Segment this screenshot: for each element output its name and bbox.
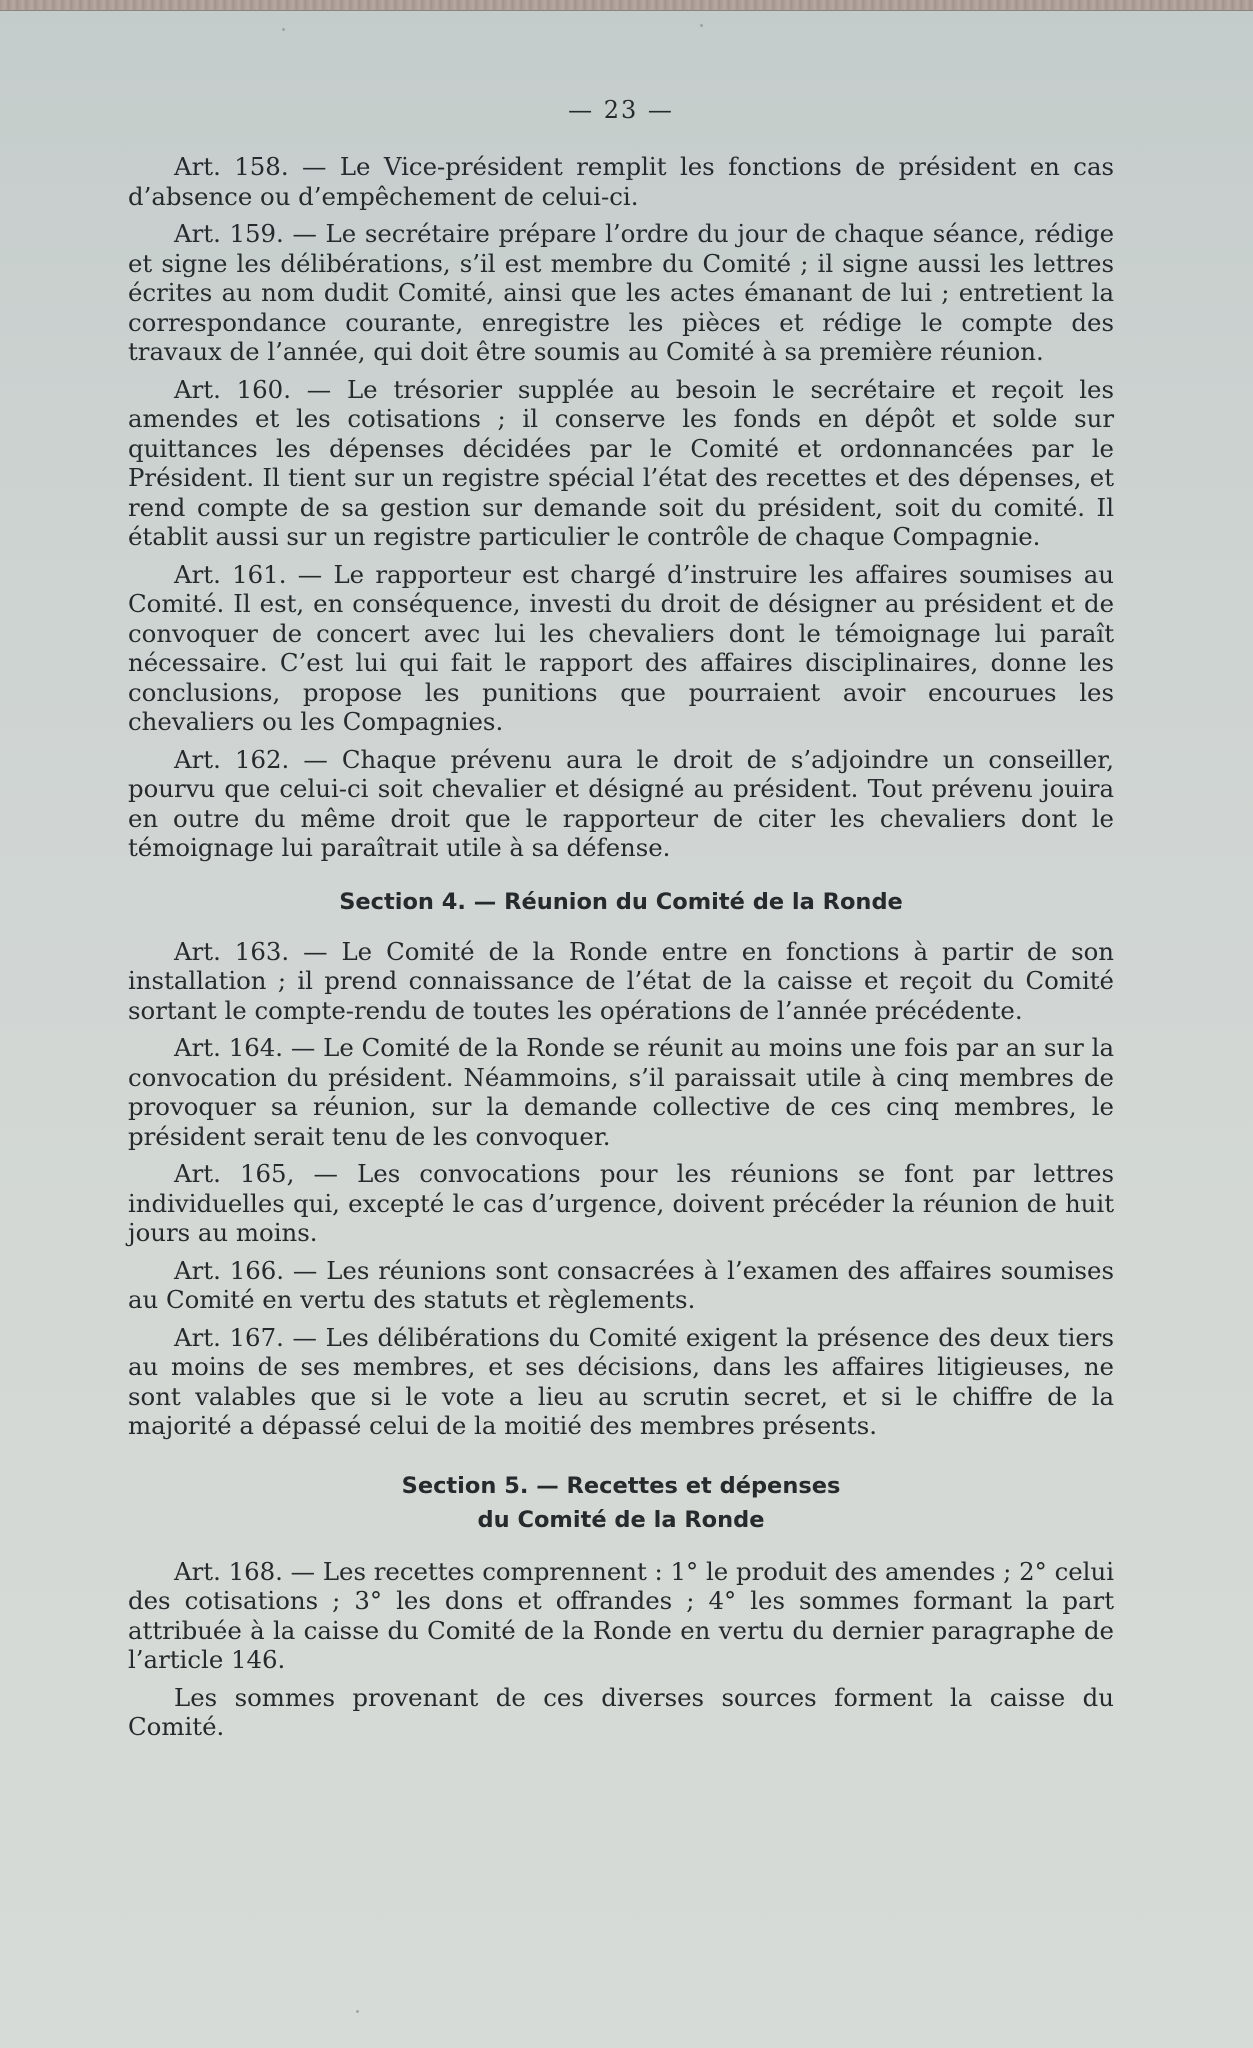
section-heading (128, 1469, 1114, 1537)
article-paragraph: Art. 162. — Chaque prévenu aura le droit de s’adjoindre un conseiller, pourvu que celui-ci soit chevalier et désigné au président. Tout prévenu jouira en outre du même droit que le rapporteur de citer les chevaliers dont le témoignage lui paraîtrait utile à sa défense. (128, 744, 1114, 862)
article-paragraph: Art. 168. — Les recettes comprennent : 1° le produit des amendes ; 2° celui des cotisations ; 3° les dons et offrandes ; 4° les sommes formant la part attribuée à la caisse du Comité de la Ronde en vertu du dernier paragraphe de l’article 146. (128, 1556, 1114, 1674)
section-heading-line: du Comité de la Ronde (477, 1506, 765, 1533)
article-paragraph: Art. 164. — Le Comité de la Ronde se réunit au moins une fois par an sur la convocation du président. Néammoins, s’il paraissait utile à cinq membres de provoquer sa réunion, sur la demande collective de ces cinq membres, le président serait tenu de les convoquer. (128, 1033, 1114, 1151)
article-paragraph: Art. 159. — Le secrétaire prépare l’ordre du jour de chaque séance, rédige et signe les délibérations, s’il est membre du Comité ; il signe aussi les lettres écrites au nom dudit Comité, ainsi que les actes émanant de lui ; entretient la correspondance courante, enregistre les pièces et rédige le compte des travaux de l’année, qui doit être soumis au Comité à sa première réunion. (128, 219, 1114, 366)
paper-speck (356, 2010, 359, 2013)
article-paragraph: Les sommes provenant de ces diverses sources forment la caisse du Comité. (128, 1682, 1114, 1741)
article-paragraph: Art. 161. — Le rapporteur est chargé d’instruire les affaires soumises au Comité. Il est, en conséquence, investi du droit de désigner au président et de convoquer de concert avec lui les chevaliers dont le témoignage lui paraît nécessaire. C’est lui qui fait le rapport des affaires disciplinaires, donne les conclusions, propose les punitions que pourraient avoir encourues les chevaliers ou les Compagnies. (128, 559, 1114, 736)
article-paragraph: Art. 165, — Les convocations pour les réunions se font par lettres individuelles qui, excepté le cas d’urgence, doivent précéder la réunion de huit jours au moins. (128, 1159, 1114, 1247)
paper-speck (282, 28, 285, 31)
page-number: — 23 — (568, 96, 674, 124)
article-paragraph: Art. 163. — Le Comité de la Ronde entre en fonctions à partir de son installation ; il prend connaissance de l’état de la caisse et reçoit du Comité sortant le compte-rendu de toutes les opérations de l’année précédente. (128, 936, 1114, 1025)
document-body (128, 152, 1114, 1742)
document-page (128, 96, 1114, 1956)
page-edge-strip (0, 0, 1253, 11)
article-paragraph: Art. 158. — Le Vice-président remplit les fonctions de président en cas d’absence ou d’empêchement de celui-ci. (128, 152, 1114, 211)
section-heading-line: Section 5. — Recettes et dépenses (401, 1472, 841, 1499)
section-heading-line: Section 4. — Réunion du Comité de la Ronde (339, 888, 903, 915)
paper-speck (700, 24, 703, 27)
article-paragraph: Art. 166. — Les réunions sont consacrées à l’examen des affaires soumises au Comité en vertu des statuts et règlements. (128, 1255, 1114, 1314)
article-paragraph: Art. 160. — Le trésorier supplée au besoin le secrétaire et reçoit les amendes et les cotisations ; il conserve les fonds en dépôt et solde sur quittances les dépenses décidées par le Comité et ordonnancées par le Président. Il tient sur un registre spécial l’état des recettes et des dépenses, et rend compte de sa gestion sur demande soit du président, soit du comité. Il établit aussi sur un registre particulier le contrôle de chaque Compagnie. (128, 374, 1114, 551)
article-paragraph: Art. 167. — Les délibérations du Comité exigent la présence des deux tiers au moins de ses membres, et ses décisions, dans les affaires litigieuses, ne sont valables que si le vote a lieu au scrutin secret, et si le chiffre de la majorité a dépassé celui de la moitié des membres présents. (128, 1322, 1114, 1440)
section-heading (128, 885, 1114, 919)
